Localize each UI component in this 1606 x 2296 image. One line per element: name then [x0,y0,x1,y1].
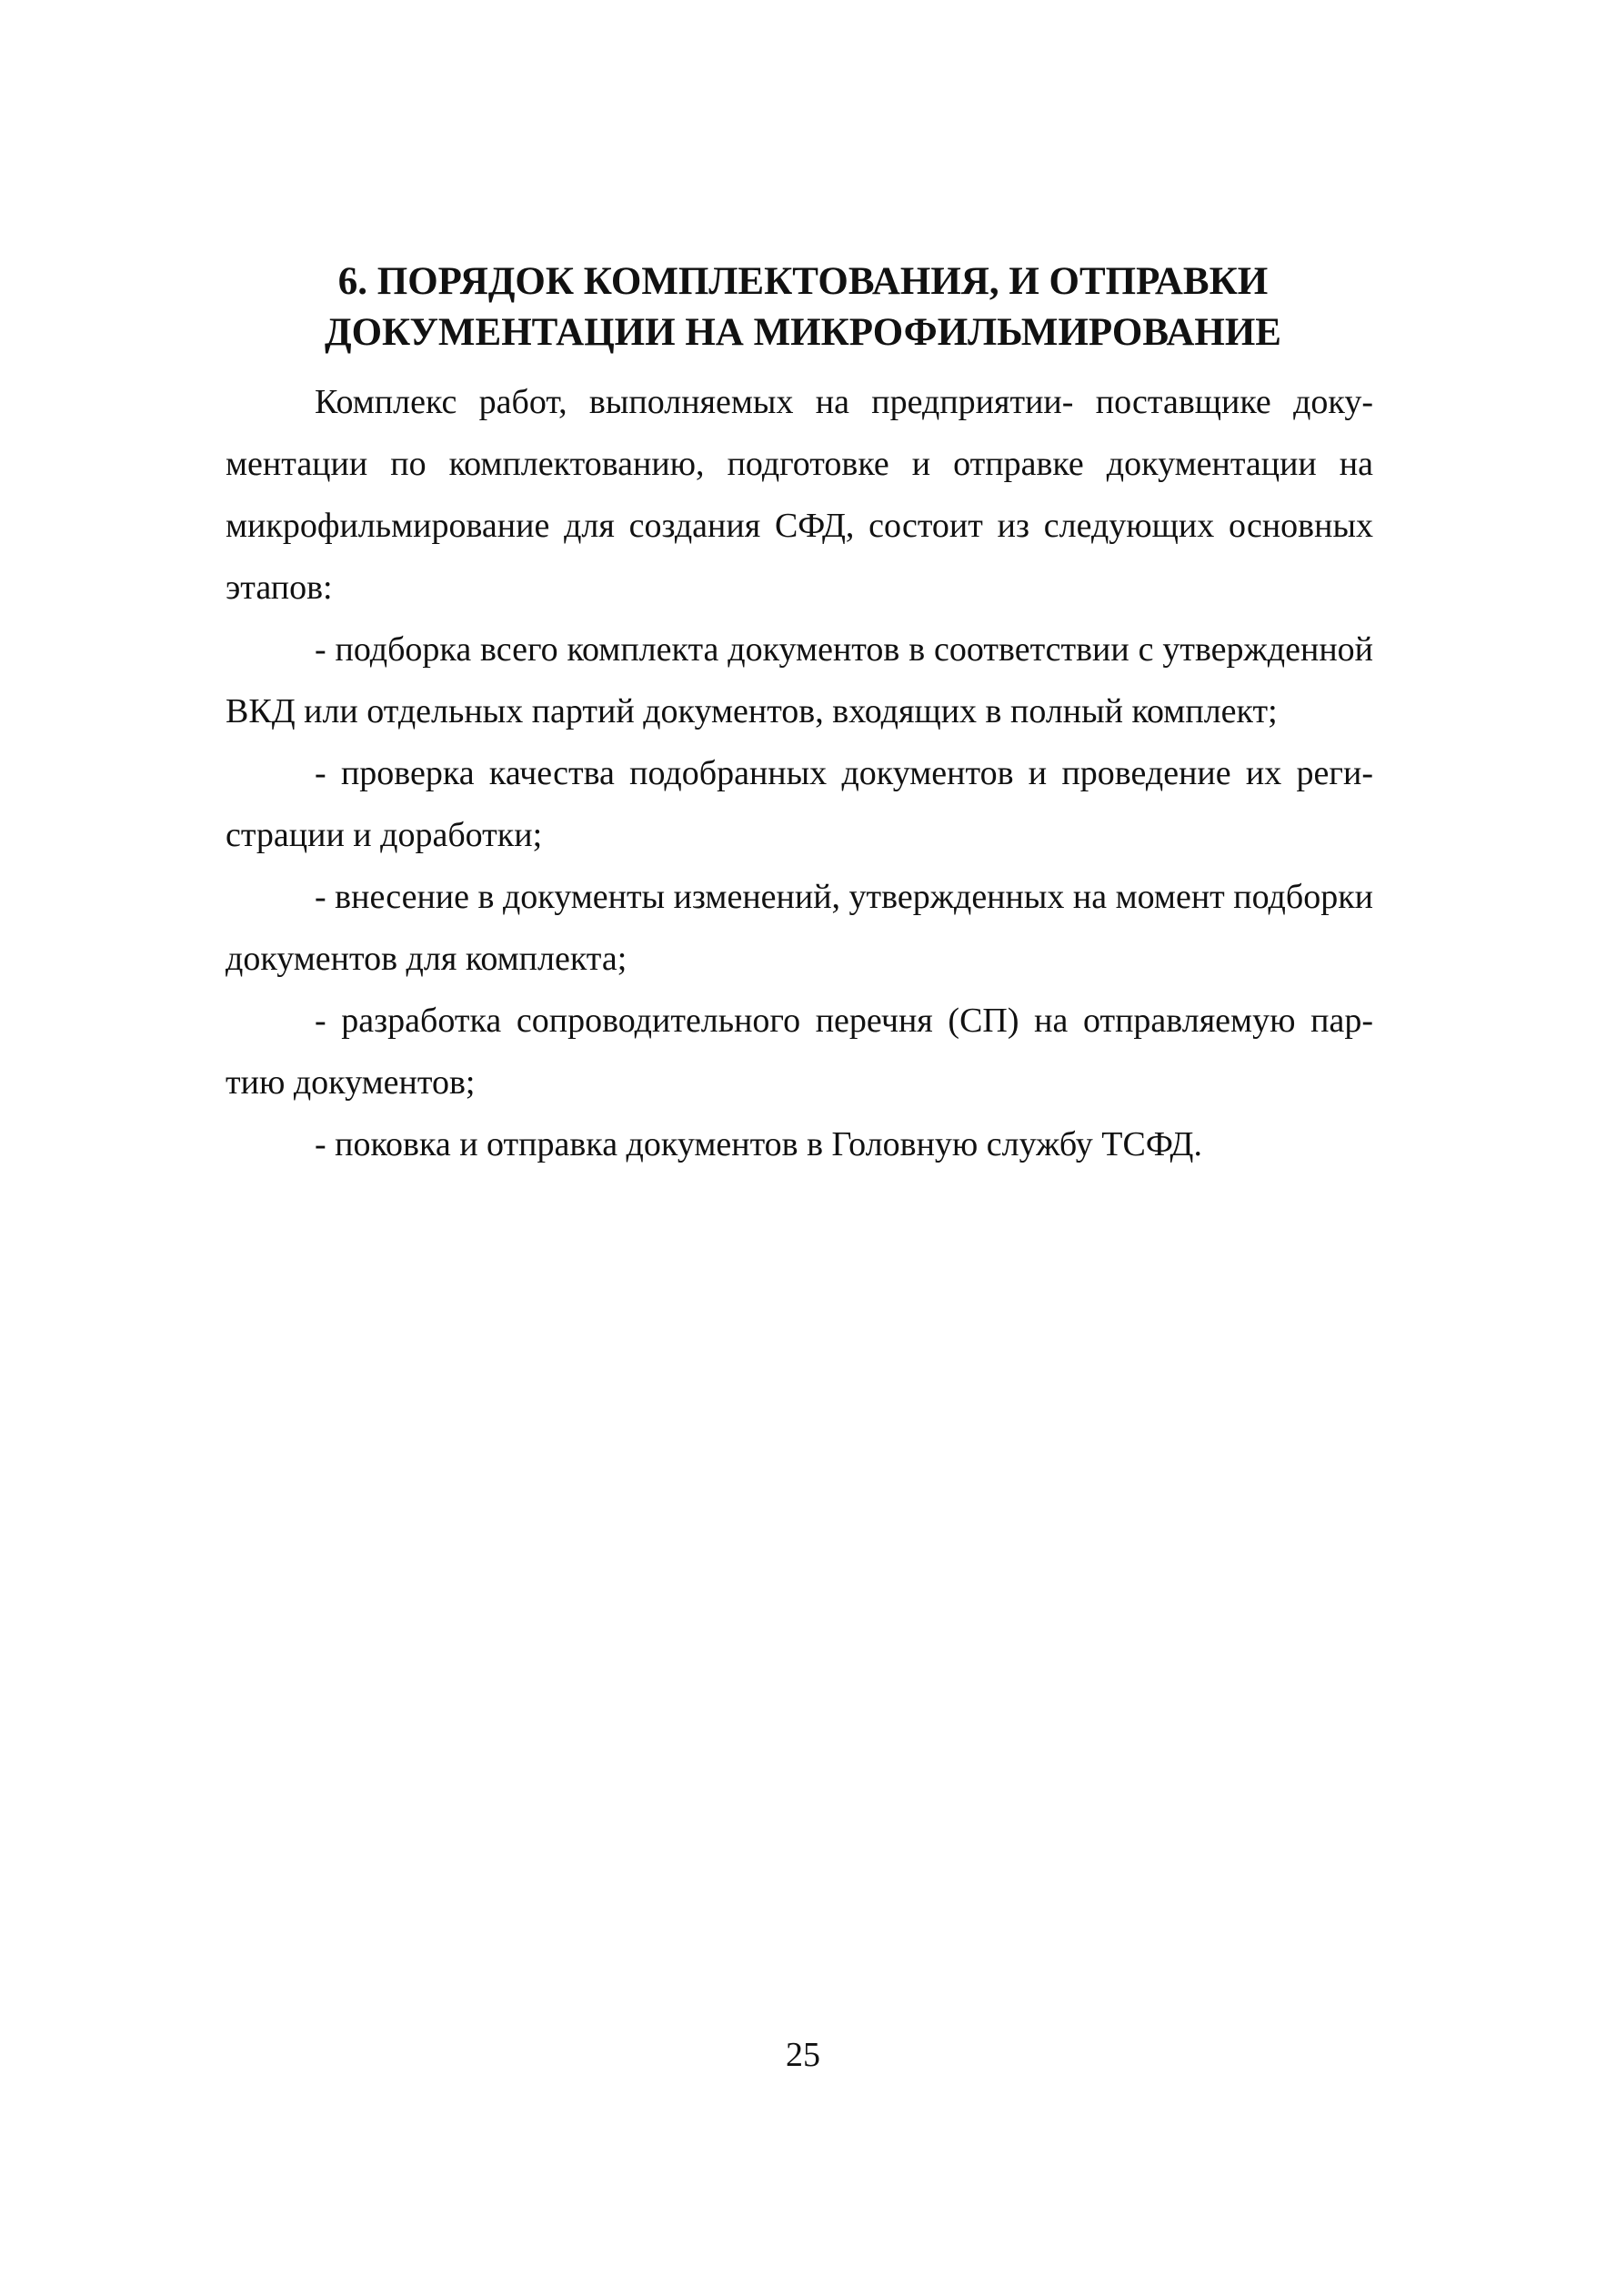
page-number: 25 [786,2036,820,2074]
list-item-selection: - подборка всего комплекта документов в соответствии с утвержденной ВКД или отдельных партий документов, входящих в полный комплект; [226,630,1373,730]
intro-paragraph: Комплекс работ, выполняемых на предприятии- поставщике документации по комплектованию, подготовке и отправке документации на микрофильмирование для создания СФД, состоит из следующих основных этапов: [226,383,1373,607]
section-title-line-1: 6. ПОРЯДОК КОМПЛЕКТОВАНИЯ, И ОТПРАВКИ [337,260,1269,303]
body-text [226,371,1373,1175]
list-item-accompanying-list: - разработка сопроводительного перечня (СП) на отправляемую партию документов; [226,1002,1373,1102]
list-item-quality-check: - проверка качества подобранных документов и проведение их регистрации и доработки; [226,754,1373,854]
section-title [227,257,1379,358]
list-item-changes: - внесение в документы изменений, утвержденных на момент подборки документов для комплекта; [226,878,1373,978]
section-title-line-2: ДОКУМЕНТАЦИИ НА МИКРОФИЛЬМИРОВАНИЕ [325,311,1281,354]
list-item-packing-shipping: - поковка и отправка документов в Головную службу ТСФД. [315,1125,1202,1163]
